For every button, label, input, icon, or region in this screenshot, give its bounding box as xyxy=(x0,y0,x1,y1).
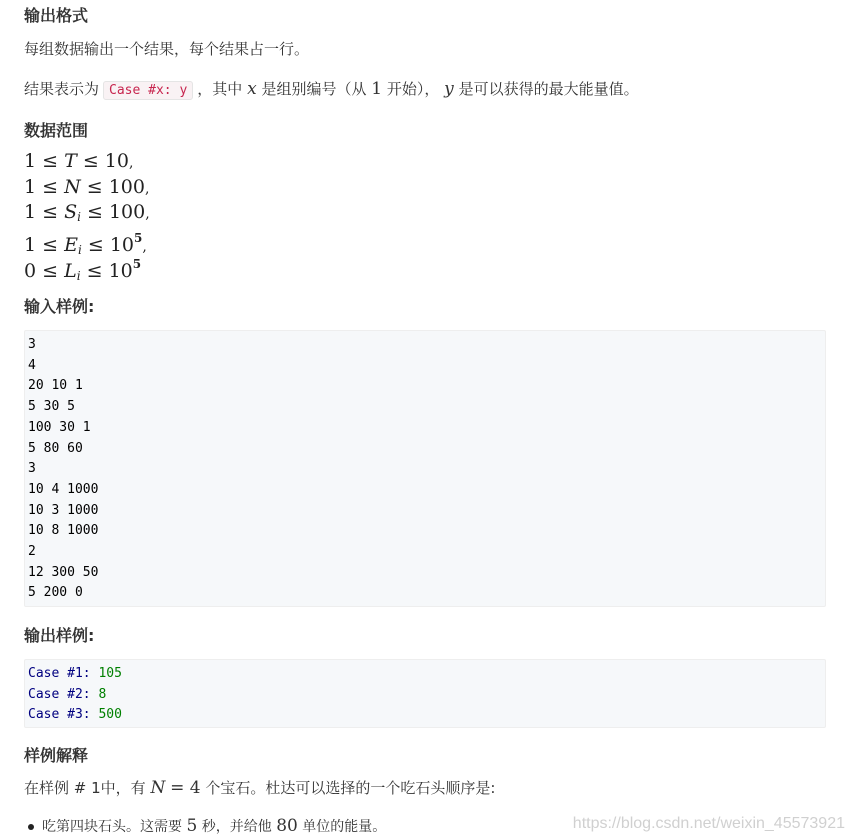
range-op: ≤ xyxy=(36,201,65,223)
range-end: , xyxy=(142,239,147,255)
range-sub: i xyxy=(76,269,81,283)
range-var: T xyxy=(64,150,77,172)
explanation-line xyxy=(24,777,495,799)
output-line xyxy=(28,685,822,706)
input-line: 100 30 1 xyxy=(28,419,91,435)
range-var: S xyxy=(64,201,78,223)
input-line: 20 10 1 xyxy=(28,378,83,394)
math-var-n: N xyxy=(150,778,166,798)
explanation-list xyxy=(24,815,386,838)
range-low: 1 xyxy=(24,176,37,198)
range-op: ≤ xyxy=(36,234,65,256)
range-sup: 5 xyxy=(132,257,142,271)
range-op: ≤ xyxy=(80,176,109,198)
range-op: ≤ xyxy=(80,260,109,282)
range-low: 1 xyxy=(24,234,37,256)
input-sample-code xyxy=(24,330,826,607)
math-eq: = 4 xyxy=(170,778,201,798)
range-var: N xyxy=(64,176,81,198)
range-low: 0 xyxy=(24,260,37,282)
range-sup: 5 xyxy=(134,231,143,245)
output-format-line2 xyxy=(24,78,639,102)
list-item xyxy=(24,815,386,838)
output-label: Case #3: xyxy=(28,707,91,723)
input-line: 10 4 1000 xyxy=(28,481,99,497)
output-format-heading: 输出格式 xyxy=(24,6,89,25)
math-var-y: y xyxy=(444,79,454,99)
output-value: 8 xyxy=(98,686,107,702)
range-low: 1 xyxy=(24,201,37,223)
range-end: , xyxy=(144,181,150,197)
range-end: , xyxy=(128,155,134,171)
range-low: 1 xyxy=(24,150,37,172)
range-op: ≤ xyxy=(36,260,65,282)
output-line xyxy=(28,664,822,685)
range-op: ≤ xyxy=(81,234,110,256)
output-sample-heading: 输出样例: xyxy=(24,626,95,645)
text-segment: 吃第四块石头。这需要 xyxy=(42,819,182,835)
range-end: , xyxy=(145,206,150,222)
text-segment: 结果表示为 xyxy=(24,80,100,98)
input-line: 12 300 50 xyxy=(28,564,99,580)
inline-code: Case #x: y xyxy=(103,81,193,100)
input-line: 5 200 0 xyxy=(28,585,83,601)
input-line: 3 xyxy=(28,461,36,477)
output-line xyxy=(28,705,822,726)
text-segment: 在样例 # 1中，有 xyxy=(24,779,146,797)
range-high: 100 xyxy=(108,201,146,223)
range-high: 10 xyxy=(104,150,129,172)
output-label: Case #2: xyxy=(28,686,91,702)
range-high: 10 xyxy=(108,260,133,282)
input-line: 5 80 60 xyxy=(28,440,83,456)
data-range-heading: 数据范围 xyxy=(24,121,89,140)
text-segment: 个宝石。杜达可以选择的一个吃石头顺序是: xyxy=(205,779,496,797)
input-line: 2 xyxy=(28,544,36,560)
text-segment: 是组别编号（从 xyxy=(261,80,367,98)
range-sub: i xyxy=(77,243,82,257)
output-sample-code xyxy=(24,659,826,728)
text-segment: 是可以获得的最大能量值。 xyxy=(458,80,639,98)
explanation-heading: 样例解释 xyxy=(24,746,89,765)
input-line: 5 30 5 xyxy=(28,399,75,415)
range-high: 100 xyxy=(108,176,145,198)
range-line xyxy=(24,251,141,289)
output-label: Case #1: xyxy=(28,666,91,681)
input-line: 10 3 1000 xyxy=(28,502,99,518)
math-num: 1 xyxy=(371,79,383,99)
range-op: ≤ xyxy=(36,176,65,198)
output-format-line1: 每组数据输出一个结果，每个结果占一行。 xyxy=(24,40,310,58)
output-value: 500 xyxy=(98,707,122,723)
text-segment: 单位的能量。 xyxy=(302,819,387,835)
text-segment: 开始）， xyxy=(386,80,440,98)
range-op: ≤ xyxy=(76,150,105,172)
output-value: 105 xyxy=(98,666,122,681)
range-op: ≤ xyxy=(36,150,65,172)
input-sample-heading: 输入样例: xyxy=(24,297,95,316)
range-var: L xyxy=(64,260,77,282)
range-var: E xyxy=(64,234,78,256)
range-sub: i xyxy=(77,210,81,224)
range-op: ≤ xyxy=(80,201,109,223)
input-line: 3 xyxy=(28,337,36,352)
range-high: 10 xyxy=(109,234,134,256)
range-line xyxy=(24,148,133,176)
input-line: 4 xyxy=(28,357,36,373)
text-segment: ，其中 xyxy=(197,80,243,98)
input-line: 10 8 1000 xyxy=(28,523,99,539)
range-line xyxy=(24,174,149,202)
text-segment: 秒，并给他 xyxy=(201,819,272,835)
watermark: https://blog.csdn.net/weixin_45573921 xyxy=(572,815,845,832)
math-num: 5 xyxy=(186,816,198,836)
math-var-x: x xyxy=(247,79,257,99)
math-num: 80 xyxy=(276,816,298,836)
